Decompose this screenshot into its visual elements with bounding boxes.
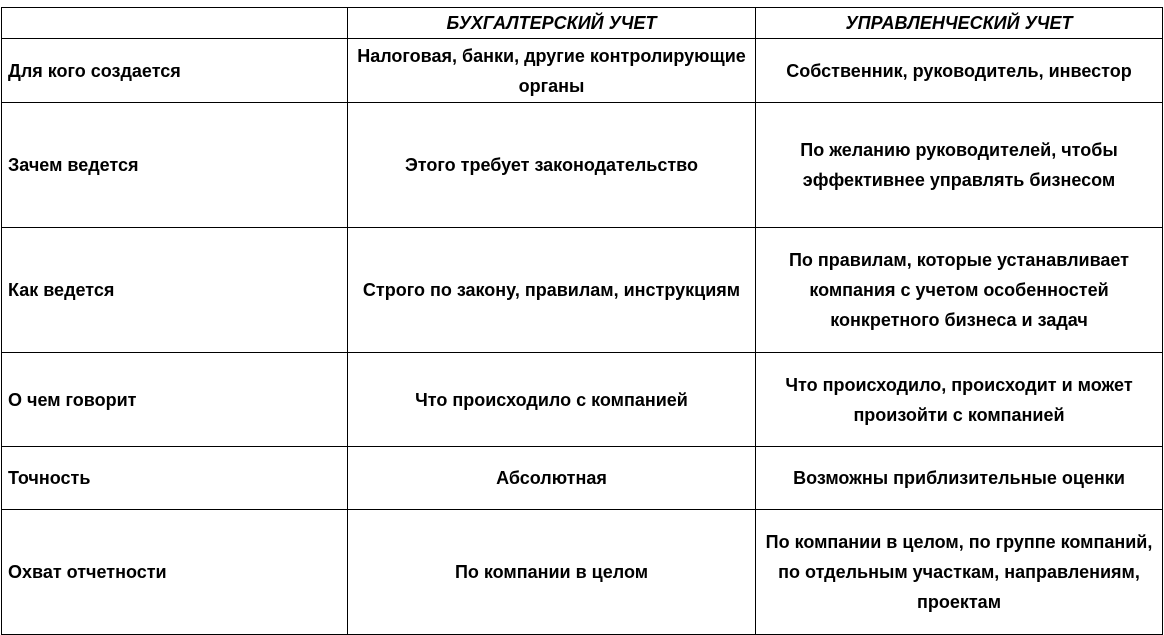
row-label: Как ведется bbox=[2, 228, 348, 353]
management-cell: По правилам, которые устанавливает компания с учетом особенностей конкретного бизнеса и задач bbox=[756, 228, 1163, 353]
row-label: Точность bbox=[2, 447, 348, 510]
table-row bbox=[2, 228, 1163, 353]
header-row bbox=[2, 8, 1163, 39]
accounting-cell: Этого требует законодательство bbox=[348, 103, 756, 228]
management-cell: Возможны приблизительные оценки bbox=[756, 447, 1163, 510]
table-row bbox=[2, 447, 1163, 510]
accounting-cell: Строго по закону, правилам, инструкциям bbox=[348, 228, 756, 353]
header-accounting: БУХГАЛТЕРСКИЙ УЧЕТ bbox=[348, 8, 756, 39]
row-label: О чем говорит bbox=[2, 353, 348, 447]
table-row bbox=[2, 39, 1163, 103]
comparison-table bbox=[1, 7, 1163, 635]
table-row bbox=[2, 103, 1163, 228]
accounting-cell: По компании в целом bbox=[348, 510, 756, 635]
header-management: УПРАВЛЕНЧЕСКИЙ УЧЕТ bbox=[756, 8, 1163, 39]
row-label: Для кого создается bbox=[2, 39, 348, 103]
accounting-cell: Что происходило с компанией bbox=[348, 353, 756, 447]
management-cell: По компании в целом, по группе компаний, по отдельным участкам, направлениям, проектам bbox=[756, 510, 1163, 635]
row-label: Охват отчетности bbox=[2, 510, 348, 635]
header-blank-cell bbox=[2, 8, 348, 39]
table-row bbox=[2, 510, 1163, 635]
accounting-cell: Абсолютная bbox=[348, 447, 756, 510]
table-row bbox=[2, 353, 1163, 447]
management-cell: По желанию руководителей, чтобы эффективнее управлять бизнесом bbox=[756, 103, 1163, 228]
management-cell: Собственник, руководитель, инвестор bbox=[756, 39, 1163, 103]
management-cell: Что происходило, происходит и может произойти с компанией bbox=[756, 353, 1163, 447]
row-label: Зачем ведется bbox=[2, 103, 348, 228]
accounting-cell: Налоговая, банки, другие контролирующие органы bbox=[348, 39, 756, 103]
